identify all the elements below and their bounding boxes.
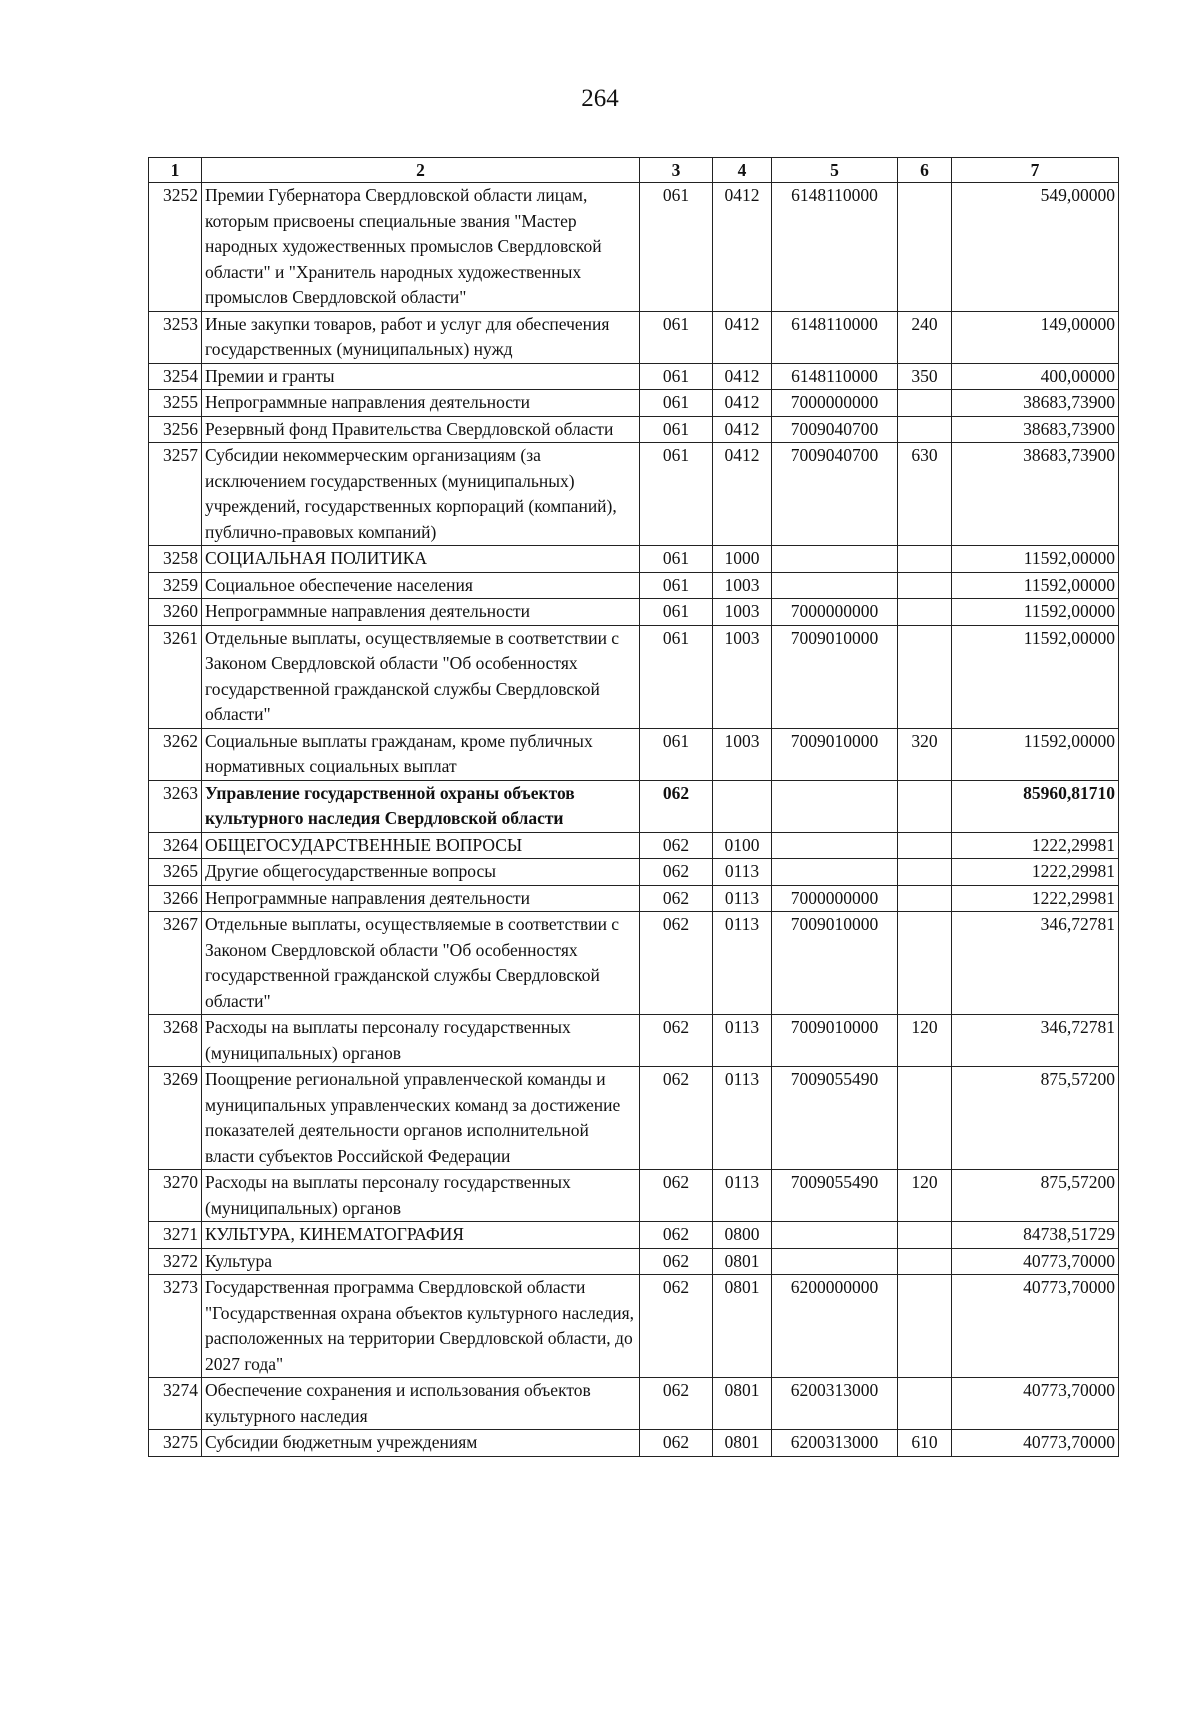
section-code: 1003 (713, 572, 772, 599)
admin-code: 062 (640, 885, 713, 912)
column-header: 1 (149, 158, 202, 183)
section-code: 1003 (713, 599, 772, 626)
row-number: 3258 (149, 546, 202, 573)
target-code: 6148110000 (772, 363, 898, 390)
target-code: 7009040700 (772, 443, 898, 546)
row-name: Субсидии некоммерческим организациям (за исключением государственных (муниципальных) учреждений, государственных корпораций (компаний), публично-правовых компаний) (202, 443, 640, 546)
row-name: Иные закупки товаров, работ и услуг для обеспечения государственных (муниципальных) нужд (202, 311, 640, 363)
expense-type-code: 320 (898, 728, 952, 780)
admin-code: 062 (640, 1222, 713, 1249)
amount-value: 40773,70000 (952, 1248, 1119, 1275)
row-number: 3268 (149, 1015, 202, 1067)
amount-value: 1222,29981 (952, 859, 1119, 886)
amount-value: 84738,51729 (952, 1222, 1119, 1249)
row-number: 3266 (149, 885, 202, 912)
section-code: 0801 (713, 1275, 772, 1378)
amount-value: 11592,00000 (952, 625, 1119, 728)
amount-value: 1222,29981 (952, 885, 1119, 912)
target-code (772, 1248, 898, 1275)
amount-value: 38683,73900 (952, 443, 1119, 546)
admin-code: 061 (640, 443, 713, 546)
row-number: 3252 (149, 183, 202, 312)
amount-value: 346,72781 (952, 912, 1119, 1015)
target-code: 6148110000 (772, 311, 898, 363)
table-row (149, 183, 1119, 312)
table-row (149, 572, 1119, 599)
target-code: 6148110000 (772, 183, 898, 312)
admin-code: 061 (640, 599, 713, 626)
section-code: 0412 (713, 416, 772, 443)
admin-code: 061 (640, 416, 713, 443)
table-body (149, 183, 1119, 1457)
amount-value: 85960,81710 (952, 780, 1119, 832)
expense-type-code (898, 599, 952, 626)
table-row (149, 912, 1119, 1015)
row-name: Культура (202, 1248, 640, 1275)
expense-type-code (898, 390, 952, 417)
amount-value: 38683,73900 (952, 390, 1119, 417)
expense-type-code (898, 572, 952, 599)
table-row (149, 1170, 1119, 1222)
admin-code: 061 (640, 183, 713, 312)
admin-code: 061 (640, 363, 713, 390)
section-code: 0113 (713, 1067, 772, 1170)
row-number: 3256 (149, 416, 202, 443)
admin-code: 062 (640, 832, 713, 859)
expense-type-code: 120 (898, 1170, 952, 1222)
amount-value: 149,00000 (952, 311, 1119, 363)
amount-value: 40773,70000 (952, 1430, 1119, 1457)
section-code: 1000 (713, 546, 772, 573)
table-row (149, 1248, 1119, 1275)
expense-type-code (898, 885, 952, 912)
table-row (149, 546, 1119, 573)
section-code: 0801 (713, 1248, 772, 1275)
admin-code: 061 (640, 311, 713, 363)
target-code: 7009055490 (772, 1067, 898, 1170)
target-code: 7000000000 (772, 599, 898, 626)
row-number: 3272 (149, 1248, 202, 1275)
row-number: 3260 (149, 599, 202, 626)
row-name: Отдельные выплаты, осуществляемые в соответствии с Законом Свердловской области "Об особенностях государственной гражданской службы Свердловской области" (202, 625, 640, 728)
admin-code: 062 (640, 1067, 713, 1170)
target-code: 7000000000 (772, 885, 898, 912)
row-name: Обеспечение сохранения и использования объектов культурного наследия (202, 1378, 640, 1430)
table-row (149, 625, 1119, 728)
expense-type-code (898, 1378, 952, 1430)
amount-value: 549,00000 (952, 183, 1119, 312)
admin-code: 062 (640, 1170, 713, 1222)
table-row (149, 832, 1119, 859)
table-row (149, 1430, 1119, 1457)
amount-value: 11592,00000 (952, 546, 1119, 573)
admin-code: 061 (640, 728, 713, 780)
row-name: Непрограммные направления деятельности (202, 599, 640, 626)
amount-value: 11592,00000 (952, 599, 1119, 626)
target-code: 6200313000 (772, 1378, 898, 1430)
target-code: 6200313000 (772, 1430, 898, 1457)
row-number: 3275 (149, 1430, 202, 1457)
row-name: Расходы на выплаты персоналу государственных (муниципальных) органов (202, 1170, 640, 1222)
admin-code: 061 (640, 546, 713, 573)
expense-type-code (898, 183, 952, 312)
column-header: 2 (202, 158, 640, 183)
expense-type-code (898, 1275, 952, 1378)
target-code: 7009010000 (772, 625, 898, 728)
table-header-row (149, 158, 1119, 183)
section-code (713, 780, 772, 832)
admin-code: 062 (640, 1015, 713, 1067)
section-code: 0801 (713, 1430, 772, 1457)
target-code (772, 546, 898, 573)
target-code (772, 1222, 898, 1249)
target-code: 7009010000 (772, 912, 898, 1015)
section-code: 0113 (713, 1170, 772, 1222)
row-number: 3271 (149, 1222, 202, 1249)
row-number: 3270 (149, 1170, 202, 1222)
table-row (149, 599, 1119, 626)
row-number: 3259 (149, 572, 202, 599)
target-code: 7009010000 (772, 1015, 898, 1067)
table-row (149, 1015, 1119, 1067)
section-code: 0113 (713, 859, 772, 886)
row-number: 3253 (149, 311, 202, 363)
row-number: 3273 (149, 1275, 202, 1378)
target-code (772, 780, 898, 832)
column-header: 5 (772, 158, 898, 183)
row-name: Социальные выплаты гражданам, кроме публичных нормативных социальных выплат (202, 728, 640, 780)
expense-type-code (898, 859, 952, 886)
column-header: 7 (952, 158, 1119, 183)
table-row (149, 859, 1119, 886)
expense-type-code: 240 (898, 311, 952, 363)
target-code (772, 832, 898, 859)
row-name: ОБЩЕГОСУДАРСТВЕННЫЕ ВОПРОСЫ (202, 832, 640, 859)
row-name: Отдельные выплаты, осуществляемые в соответствии с Законом Свердловской области "Об особенностях государственной гражданской службы Свердловской области" (202, 912, 640, 1015)
row-number: 3254 (149, 363, 202, 390)
table-row (149, 1378, 1119, 1430)
admin-code: 062 (640, 859, 713, 886)
table-row (149, 390, 1119, 417)
row-name: Другие общегосударственные вопросы (202, 859, 640, 886)
admin-code: 062 (640, 1430, 713, 1457)
page-number: 264 (581, 85, 619, 112)
row-name: Субсидии бюджетным учреждениям (202, 1430, 640, 1457)
table-row (149, 1222, 1119, 1249)
row-name: Непрограммные направления деятельности (202, 885, 640, 912)
row-number: 3269 (149, 1067, 202, 1170)
admin-code: 062 (640, 1248, 713, 1275)
section-code: 0412 (713, 390, 772, 417)
amount-value: 11592,00000 (952, 572, 1119, 599)
target-code: 7009055490 (772, 1170, 898, 1222)
row-number: 3257 (149, 443, 202, 546)
row-name: КУЛЬТУРА, КИНЕМАТОГРАФИЯ (202, 1222, 640, 1249)
target-code: 7000000000 (772, 390, 898, 417)
section-code: 0412 (713, 311, 772, 363)
row-number: 3264 (149, 832, 202, 859)
amount-value: 875,57200 (952, 1170, 1119, 1222)
budget-table (148, 157, 1119, 1457)
expense-type-code (898, 1248, 952, 1275)
row-number: 3265 (149, 859, 202, 886)
expense-type-code (898, 1067, 952, 1170)
row-name: Управление государственной охраны объектов культурного наследия Свердловской области (202, 780, 640, 832)
amount-value: 875,57200 (952, 1067, 1119, 1170)
table-row (149, 885, 1119, 912)
row-name: Непрограммные направления деятельности (202, 390, 640, 417)
amount-value: 11592,00000 (952, 728, 1119, 780)
admin-code: 062 (640, 1378, 713, 1430)
amount-value: 400,00000 (952, 363, 1119, 390)
row-name: Государственная программа Свердловской области "Государственная охрана объектов культурного наследия, расположенных на территории Свердловской области, до 2027 года" (202, 1275, 640, 1378)
amount-value: 38683,73900 (952, 416, 1119, 443)
table-row (149, 780, 1119, 832)
table-row (149, 443, 1119, 546)
admin-code: 062 (640, 780, 713, 832)
amount-value: 40773,70000 (952, 1378, 1119, 1430)
section-code: 0412 (713, 443, 772, 546)
row-number: 3262 (149, 728, 202, 780)
amount-value: 346,72781 (952, 1015, 1119, 1067)
expense-type-code (898, 546, 952, 573)
section-code: 1003 (713, 728, 772, 780)
row-name: Премии и гранты (202, 363, 640, 390)
table-row (149, 1067, 1119, 1170)
row-name: Социальное обеспечение населения (202, 572, 640, 599)
table-row (149, 1275, 1119, 1378)
admin-code: 061 (640, 572, 713, 599)
target-code (772, 572, 898, 599)
row-name: СОЦИАЛЬНАЯ ПОЛИТИКА (202, 546, 640, 573)
expense-type-code (898, 625, 952, 728)
table-row (149, 363, 1119, 390)
row-number: 3267 (149, 912, 202, 1015)
column-header: 6 (898, 158, 952, 183)
expense-type-code (898, 832, 952, 859)
column-header: 3 (640, 158, 713, 183)
target-code: 7009010000 (772, 728, 898, 780)
section-code: 0800 (713, 1222, 772, 1249)
target-code (772, 859, 898, 886)
section-code: 0412 (713, 183, 772, 312)
target-code: 6200000000 (772, 1275, 898, 1378)
row-name: Резервный фонд Правительства Свердловской области (202, 416, 640, 443)
expense-type-code (898, 780, 952, 832)
admin-code: 061 (640, 390, 713, 417)
expense-type-code: 610 (898, 1430, 952, 1457)
expense-type-code (898, 1222, 952, 1249)
section-code: 1003 (713, 625, 772, 728)
section-code: 0801 (713, 1378, 772, 1430)
section-code: 0100 (713, 832, 772, 859)
table-row (149, 728, 1119, 780)
admin-code: 062 (640, 912, 713, 1015)
row-number: 3261 (149, 625, 202, 728)
section-code: 0113 (713, 885, 772, 912)
section-code: 0113 (713, 1015, 772, 1067)
expense-type-code (898, 416, 952, 443)
table-row (149, 416, 1119, 443)
table-row (149, 311, 1119, 363)
row-name: Расходы на выплаты персоналу государственных (муниципальных) органов (202, 1015, 640, 1067)
row-number: 3274 (149, 1378, 202, 1430)
amount-value: 1222,29981 (952, 832, 1119, 859)
target-code: 7009040700 (772, 416, 898, 443)
expense-type-code (898, 912, 952, 1015)
row-name: Премии Губернатора Свердловской области лицам, которым присвоены специальные звания "Мастер народных художественных промыслов Свердловской области" и "Хранитель народных художественных промыслов Свердловской области" (202, 183, 640, 312)
row-number: 3263 (149, 780, 202, 832)
admin-code: 061 (640, 625, 713, 728)
section-code: 0113 (713, 912, 772, 1015)
amount-value: 40773,70000 (952, 1275, 1119, 1378)
expense-type-code: 350 (898, 363, 952, 390)
row-name: Поощрение региональной управленческой команды и муниципальных управленческих команд за достижение показателей деятельности органов исполнительной власти субъектов Российской Федерации (202, 1067, 640, 1170)
admin-code: 062 (640, 1275, 713, 1378)
expense-type-code: 120 (898, 1015, 952, 1067)
column-header: 4 (713, 158, 772, 183)
expense-type-code: 630 (898, 443, 952, 546)
row-number: 3255 (149, 390, 202, 417)
section-code: 0412 (713, 363, 772, 390)
